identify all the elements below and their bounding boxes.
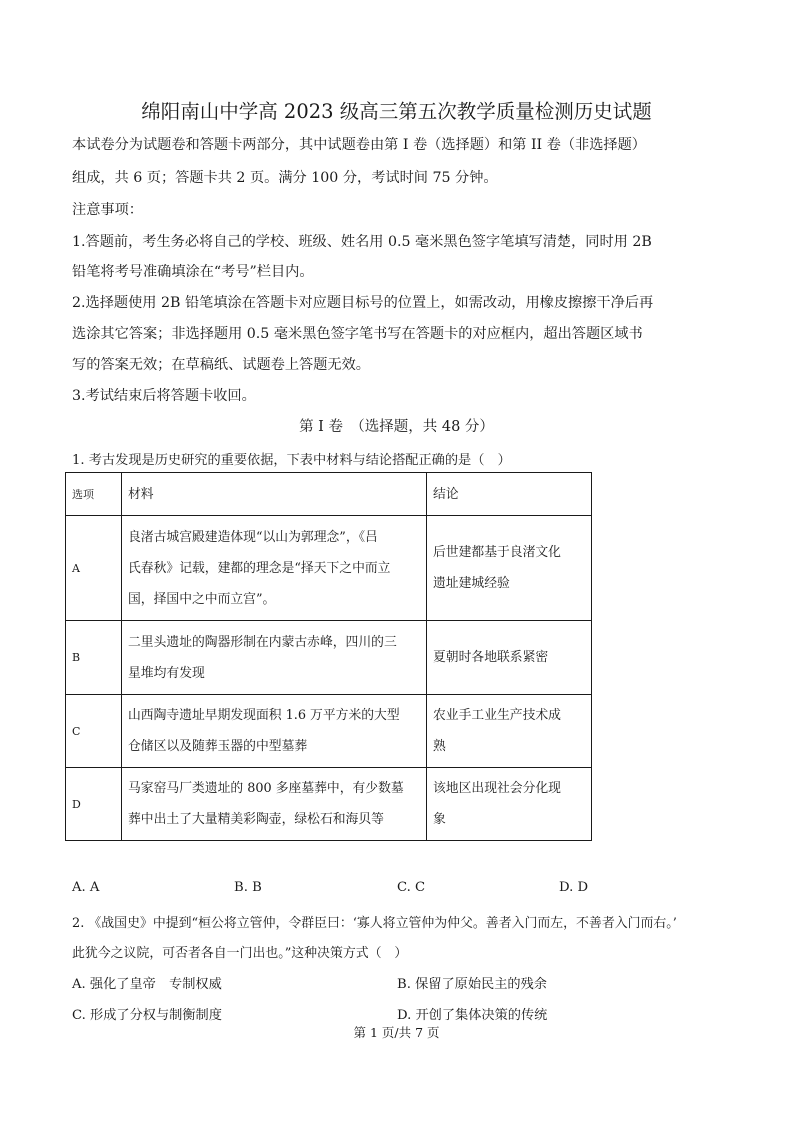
header-option: 选项 bbox=[66, 473, 122, 516]
row-option: B bbox=[66, 621, 122, 695]
material-line: 山西陶寺遗址早期发现面积 1.6 万平方米的大型 bbox=[128, 708, 400, 723]
row-conclusion bbox=[427, 516, 592, 621]
material-line: 氏春秋》记载，建都的理念是“择天下之中而立 bbox=[128, 560, 391, 576]
material-line: 国，择国中之中而立宫”。 bbox=[128, 591, 276, 607]
table-row bbox=[66, 516, 592, 621]
notice-line: 选涂其它答案；非选择题用 0.5 毫米黑色签字笔书写在答题卡的对应框内，超出答题区域书 bbox=[72, 326, 643, 342]
row-option: A bbox=[66, 516, 122, 621]
intro-line: 本试卷分为试题卷和答题卡两部分，其中试题卷由第 I 卷（选择题）和第 II 卷（非选择题） bbox=[72, 137, 646, 153]
conclusion-line: 遗址建城经验 bbox=[433, 576, 510, 591]
header-conclusion: 结论 bbox=[427, 473, 592, 516]
row-conclusion bbox=[427, 621, 592, 695]
question-2-choice-d: D. 开创了集体决策的传统 bbox=[397, 1008, 548, 1023]
table-row bbox=[66, 768, 592, 841]
material-line: 马家窑马厂类遗址的 800 多座墓葬中，有少数墓 bbox=[128, 781, 404, 796]
conclusion-line: 象 bbox=[433, 812, 446, 827]
material-line: 葬中出土了大量精美彩陶壶，绿松石和海贝等 bbox=[128, 812, 384, 827]
header-material: 材料 bbox=[122, 473, 427, 516]
question-1-choice-a: A. A bbox=[72, 880, 100, 895]
notice-line: 写的答案无效；在草稿纸、试题卷上答题无效。 bbox=[72, 357, 370, 373]
intro-line: 组成，共 6 页；答题卡共 2 页。满分 100 分，考试时间 75 分钟。 bbox=[72, 170, 498, 186]
row-conclusion bbox=[427, 768, 592, 841]
conclusion-line: 农业手工业生产技术成 bbox=[433, 708, 561, 723]
conclusion-line: 该地区出现社会分化现 bbox=[433, 781, 561, 796]
row-option: D bbox=[66, 768, 122, 841]
question-1-stem: 1. 考古发现是历史研究的重要依据，下表中材料与结论搭配正确的是（ ） bbox=[72, 453, 511, 468]
conclusion-line: 熟 bbox=[433, 739, 446, 754]
exam-title: 绵阳南山中学高 2023 级高三第五次教学质量检测历史试题 bbox=[141, 100, 652, 123]
question-1-choice-d: D. D bbox=[559, 880, 589, 895]
row-material bbox=[122, 621, 427, 695]
question-1-choice-c: C. C bbox=[397, 880, 426, 895]
notice-heading: 注意事项： bbox=[72, 202, 143, 218]
row-material bbox=[122, 516, 427, 621]
material-line: 仓储区以及随葬玉器的中型墓葬 bbox=[128, 739, 308, 754]
conclusion-line: 后世建都基于良渚文化 bbox=[433, 545, 561, 560]
material-line: 良渚古城宫殿建造体现“以山为郭理念”，《吕 bbox=[128, 529, 378, 545]
notice-line: 2.选择题使用 2B 铅笔填涂在答题卡对应题目标号的位置上，如需改动，用橡皮擦擦干净后再 bbox=[72, 295, 654, 311]
question-1-table bbox=[65, 472, 592, 841]
question-2-choice-c: C. 形成了分权与制衡制度 bbox=[72, 1008, 222, 1023]
material-line: 星堆均有发现 bbox=[128, 665, 205, 681]
material-line: 二里头遗址的陶器形制在内蒙古赤峰，四川的三 bbox=[128, 634, 397, 650]
row-material bbox=[122, 768, 427, 841]
row-material bbox=[122, 695, 427, 768]
notice-line: 1.答题前，考生务必将自己的学校、班级、姓名用 0.5 毫米黑色签字笔填写清楚，同时用 2B bbox=[72, 234, 652, 250]
row-conclusion bbox=[427, 695, 592, 768]
conclusion-line: 夏朝时各地联系紧密 bbox=[433, 650, 549, 665]
section-heading: 第 I 卷 （选择题，共 48 分） bbox=[299, 419, 494, 435]
question-2-choice-b: B. 保留了原始民主的残余 bbox=[397, 977, 547, 992]
question-2-choice-a: A. 强化了皇帝 专制权威 bbox=[72, 977, 222, 992]
page-footer: 第 1 页/共 7 页 bbox=[353, 1025, 440, 1040]
table-header-row bbox=[66, 473, 592, 516]
question-2-stem: 2. 《战国史》中提到“桓公将立管仲，令群臣曰：‘寡人将立管仲为仲父。善者入门而左，不善者入门而右。’ bbox=[72, 916, 677, 931]
question-1-choice-b: B. B bbox=[234, 880, 262, 895]
notice-line: 3.考试结束后将答题卡收回。 bbox=[72, 388, 256, 404]
row-option: C bbox=[66, 695, 122, 768]
table-row bbox=[66, 695, 592, 768]
question-2-stem: 此犹今之议院，可否者各自一门出也。”这种决策方式（ ） bbox=[72, 946, 408, 961]
notice-line: 铅笔将考号准确填涂在“考号”栏目内。 bbox=[72, 264, 314, 280]
table-row bbox=[66, 621, 592, 695]
